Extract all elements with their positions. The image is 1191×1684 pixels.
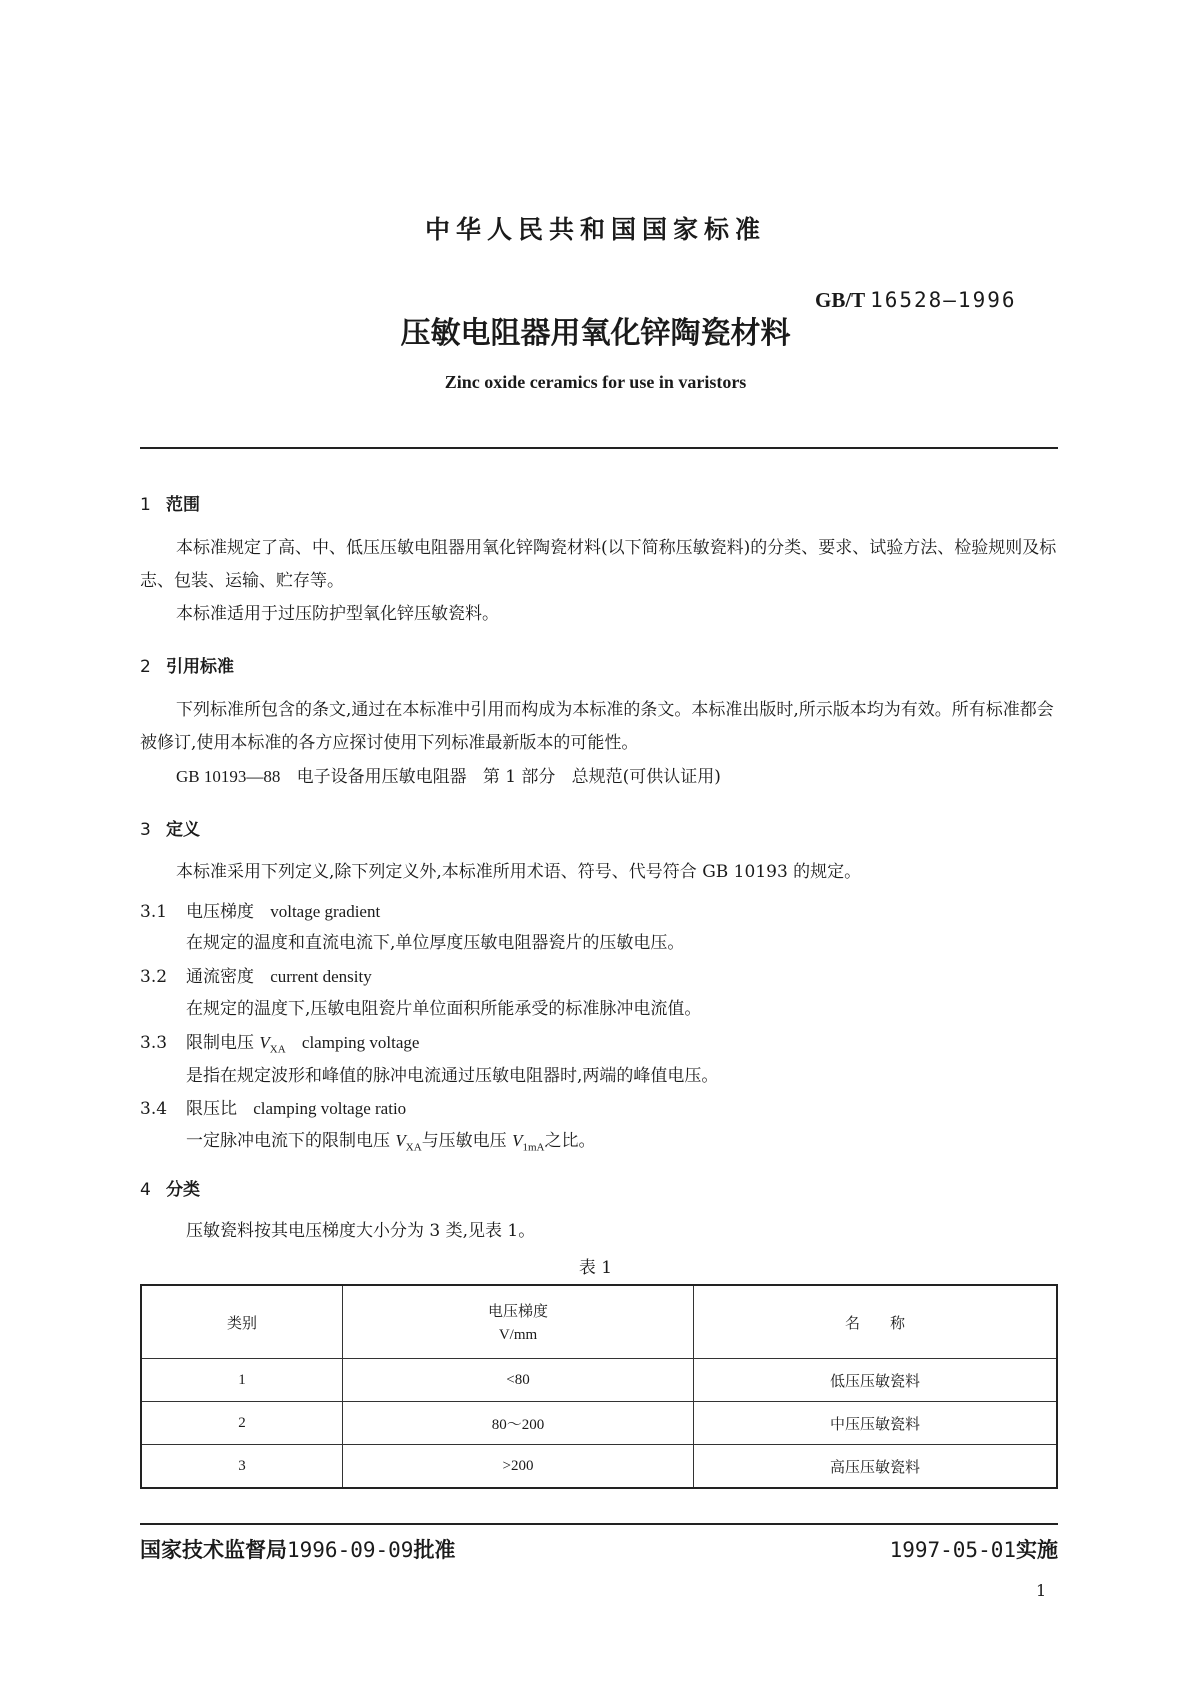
footer-divider <box>140 1523 1058 1525</box>
definition-3-1-text: 在规定的温度和直流电流下,单位厚度压敏电阻器瓷片的压敏电压。 <box>186 933 685 953</box>
row-category: 1 <box>141 1359 343 1402</box>
standard-code-prefix: GB/T <box>815 288 865 312</box>
header-voltage-gradient: 电压梯度 V/mm <box>343 1285 694 1359</box>
table-1-caption: 表 1 <box>578 1258 613 1278</box>
page-number: 1 <box>1036 1581 1047 1600</box>
row-name: 低压压敏瓷料 <box>694 1359 1058 1402</box>
section-1-para-2: 本标准适用于过压防护型氧化锌压敏瓷料。 <box>176 604 499 624</box>
definition-3-4-text: 一定脉冲电流下的限制电压 $V_{XA}$与压敏电压 $V_{1mA}$之比。 <box>186 1131 596 1154</box>
section-1-heading: 1 范围 <box>140 495 200 515</box>
section-4-para-1: 压敏瓷料按其电压梯度大小分为 3 类,见表 1。 <box>186 1221 536 1241</box>
row-gradient: <80 <box>343 1359 694 1402</box>
definition-3-3-text: 是指在规定波形和峰值的脉冲电流通过压敏电阻器时,两端的峰值电压。 <box>186 1066 719 1086</box>
table-1 <box>140 1284 1058 1489</box>
section-2-para-1: 下列标准所包含的条文,通过在本标准中引用而构成为本标准的条文。本标准出版时,所示版本均为有效。所有标准都会被修订,使用本标准的各方应探讨使用下列标准最新版本的可能性。 <box>140 700 1054 753</box>
definition-3-3-term: 3.3 限制电压 $V_{XA}$ clamping voltage <box>140 1033 420 1056</box>
standard-code-number: 16528—1996 <box>870 288 1017 312</box>
table-row <box>141 1359 1057 1402</box>
document-title-en: Zinc oxide ceramics for use in varistors <box>444 372 747 392</box>
national-standard-heading: 中华人民共和国国家标准 <box>424 215 766 244</box>
table-row <box>141 1445 1057 1489</box>
reference-entry: GB 10193—88 电子设备用压敏电阻器 第 1 部分 总规范(可供认证用) <box>176 767 721 787</box>
definition-3-2-term: 3.2 通流密度 current density <box>140 967 372 987</box>
header-category: 类别 <box>141 1285 343 1359</box>
section-1-para-1: 本标准规定了高、中、低压压敏电阻器用氧化锌陶瓷材料(以下简称压敏瓷料)的分类、要求、试验方法、检验规则及标志、包装、运输、贮存等。 <box>140 538 1057 591</box>
row-gradient: >200 <box>343 1445 694 1489</box>
row-name: 中压压敏瓷料 <box>694 1402 1058 1445</box>
implementation-line: 1997-05-01实施 <box>889 1538 1058 1562</box>
row-category: 3 <box>141 1445 343 1489</box>
header-name: 名 称 <box>694 1285 1058 1359</box>
section-2-heading: 2 引用标准 <box>140 657 234 677</box>
header-divider <box>140 447 1058 449</box>
section-4-heading: 4 分类 <box>140 1180 200 1200</box>
definition-3-1-term: 3.1 电压梯度 voltage gradient <box>140 902 381 922</box>
row-category: 2 <box>141 1402 343 1445</box>
approval-line: 国家技术监督局1996-09-09批准 <box>140 1538 456 1562</box>
definition-3-2-text: 在规定的温度下,压敏电阻瓷片单位面积所能承受的标准脉冲电流值。 <box>186 999 702 1019</box>
section-3-para-1: 本标准采用下列定义,除下列定义外,本标准所用术语、符号、代号符合 GB 10193 的规定。 <box>176 862 862 882</box>
table-header-row <box>141 1285 1057 1359</box>
row-gradient: 80～200 <box>343 1402 694 1445</box>
table-row <box>141 1402 1057 1445</box>
section-3-heading: 3 定义 <box>140 820 200 840</box>
row-name: 高压压敏瓷料 <box>694 1445 1058 1489</box>
document-title-cn: 压敏电阻器用氧化锌陶瓷材料 <box>400 316 791 351</box>
definition-3-4-term: 3.4 限压比 clamping voltage ratio <box>140 1099 407 1119</box>
